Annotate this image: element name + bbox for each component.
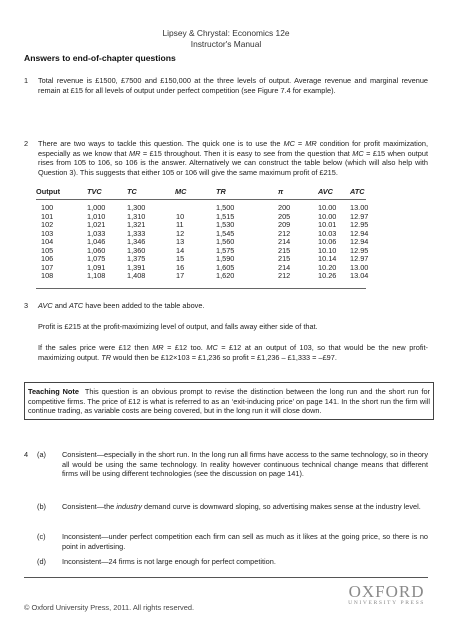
table-cell: 10.00 [318, 203, 337, 212]
table-cell: 1,500 [216, 203, 235, 212]
table-cell: 12.94 [350, 228, 369, 238]
header-book-title: Lipsey & Chrystal: Economics 12e [162, 28, 290, 38]
answer-1-number: 1 [24, 76, 29, 85]
table-cell: 1,075 [87, 254, 106, 264]
oxford-logo: OXFORD UNIVERSITY PRESS [348, 582, 425, 606]
table-cell: 1,310 [127, 211, 146, 221]
running-header [0, 28, 452, 49]
table-cell: 12.94 [350, 237, 369, 247]
table-cell: 1,021 [87, 220, 106, 230]
table-cell: 10.06 [318, 237, 337, 247]
table-cell: 101 [41, 211, 54, 221]
table-cell: 13.00 [350, 203, 369, 212]
footer-rule [24, 577, 428, 578]
table-cell: 10.20 [318, 262, 337, 272]
answer-4c: (c) Inconsistent—under perfect competition each firm can sell as much as it likes at the going price, so there is no point in advertising. [37, 532, 428, 551]
table-cell: 12.97 [350, 254, 369, 264]
table-cell: 13.04 [350, 271, 369, 281]
answer-2-text: There are two ways to tackle this question. The quick one is to use the MC = MR condition for profit maximization, especially as we know that MR = £15 throughout. Then it is easy to see from the question that MC = £15 when output rises from 105 to 106, so 106 is the answer. Alternatively we can construct the table below (which will also help with Question 3). This suggests that either 105 or 106 will give the same maximum profit of £215. [38, 139, 429, 177]
table-cell: 1,000 [87, 203, 106, 212]
answer-4-number: 4 [24, 450, 29, 459]
table-cell: 1,346 [127, 237, 146, 247]
header-manual-label: Instructor's Manual [190, 38, 262, 49]
table-cell: 106 [41, 254, 54, 264]
table-cell: 12.95 [350, 220, 369, 230]
section-title: Answers to end-of-chapter questions [24, 53, 176, 63]
table-cell: 1,321 [127, 220, 146, 230]
table-cell: 10 [176, 211, 185, 221]
table-cell: 14 [176, 245, 185, 255]
table-cell: 1,375 [127, 254, 146, 264]
table-cell: 214 [278, 262, 291, 272]
table-cell: 103 [41, 228, 54, 238]
col-header-atc: ATC [350, 187, 365, 196]
table-cell: 10.26 [318, 271, 337, 281]
answer-1-text: Total revenue is £1500, £7500 and £150,000 at the three levels of output. Average revenue and marginal revenue remain at £15 for all levels of output under perfect competition (see Figure 7.4 for example). [38, 76, 428, 95]
table-cell: 1,091 [87, 262, 106, 272]
table-cell: 212 [278, 228, 291, 238]
table-cell: 1,575 [216, 245, 235, 255]
table-cell: 215 [278, 245, 291, 255]
table-cell: 212 [278, 271, 291, 281]
table-cell: 1,060 [87, 245, 106, 255]
table-cell: 1,560 [216, 237, 235, 247]
table-bottom-rule [36, 288, 366, 289]
table-cell: 1,545 [216, 228, 235, 238]
table-cell: 1,530 [216, 220, 235, 230]
table-cell: 1,391 [127, 262, 146, 272]
answer-1 [24, 76, 428, 95]
table-cell: 214 [278, 237, 291, 247]
answer-3-number: 3 [24, 301, 29, 310]
table-cell: 1,033 [87, 228, 106, 238]
table-cell: 100 [41, 203, 54, 212]
answer-2 [24, 139, 428, 177]
table-top-rule [36, 199, 366, 200]
table-cell: 17 [176, 271, 185, 281]
table-cell: 102 [41, 220, 54, 230]
table-cell: 13 [176, 237, 185, 247]
table-cell: 1,046 [87, 237, 106, 247]
table-cell: 1,108 [87, 271, 106, 281]
answer-4a: (a) Consistent—especially in the short run. In the long run all firms have access to the same technology, so in theory all would be using the same technology. In reality however continuous technical change means that different firms will be using different technologies (see the discussion on page 141). [37, 450, 429, 478]
teaching-note-text: This question is an obvious prompt to revise the distinction between the long run and the short run for competitive firms. The price of £12 is what is referred to as an ‘exit-inducing price’ on page 141. In the short run the firm will continue trading, as variable costs are being covered, but in the long run it will close down. [28, 387, 430, 415]
table-cell: 200 [278, 203, 291, 212]
answer-4b: (b) Consistent—the industry demand curve is downward sloping, so advertising makes sense at the industry level. [37, 502, 421, 511]
col-header-output: Output [36, 187, 61, 196]
teaching-note-label: Teaching Note [28, 387, 79, 396]
table-cell: 16 [176, 262, 185, 272]
answer-4d: (d) Inconsistent—24 firms is not large enough for perfect competition. [37, 557, 276, 566]
table-cell: 1,620 [216, 271, 235, 281]
copyright-notice: © Oxford University Press, 2011. All rights reserved. [24, 603, 195, 612]
table-cell: 1,515 [216, 211, 235, 221]
table-cell: 10.10 [318, 245, 337, 255]
table-cell: 1,333 [127, 228, 146, 238]
table-cell: 108 [41, 271, 54, 281]
col-header-tr: TR [216, 187, 226, 196]
table-cell: 11 [176, 220, 184, 230]
table-cell: 10.01 [318, 220, 337, 230]
table-cell: 209 [278, 220, 291, 230]
col-header-tc: TC [127, 187, 137, 196]
table-cell: 205 [278, 211, 291, 221]
table-cell: 1,605 [216, 262, 235, 272]
answer-2-number: 2 [24, 139, 29, 148]
answer-3 [24, 301, 428, 311]
col-header-tvc: TVC [87, 187, 102, 196]
table-cell: 1,010 [87, 211, 106, 221]
table-cell: 10.14 [318, 254, 337, 264]
table-cell: 105 [41, 245, 54, 255]
table-cell: 13.00 [350, 262, 369, 272]
table-cell: 215 [278, 254, 291, 264]
table-cell: 1,360 [127, 245, 146, 255]
table-cell: 1,300 [127, 203, 146, 212]
table-cell: 107 [41, 262, 54, 272]
table-cell: 12 [176, 228, 185, 238]
table-cell: 104 [41, 237, 54, 247]
answer-3-profit: Profit is £215 at the profit-maximizing level of output, and falls away either side of that. [38, 322, 318, 331]
table-cell: 1,408 [127, 271, 146, 281]
answer-3-price-change: If the sales price were £12 then MR = £12 too. MC = £12 at an output of 103, so that would be the new profit-maximizing output. TR would then be £12×103 = £1,236 so profit = £1,236 – £1,333 = –£97. [38, 343, 428, 362]
col-header-avc: AVC [318, 187, 333, 196]
table-cell: 15 [176, 254, 185, 264]
table-cell: 10.03 [318, 228, 337, 238]
teaching-note-box [24, 382, 434, 420]
table-cell: 1,590 [216, 254, 235, 264]
answer-3-line-1: AVC and ATC have been added to the table above. [38, 301, 205, 310]
table-cell: 12.95 [350, 245, 369, 255]
table-cell: 12.97 [350, 211, 369, 221]
col-header-profit: π [278, 187, 284, 196]
col-header-mc: MC [175, 187, 187, 196]
table-cell: 10.00 [318, 211, 337, 221]
